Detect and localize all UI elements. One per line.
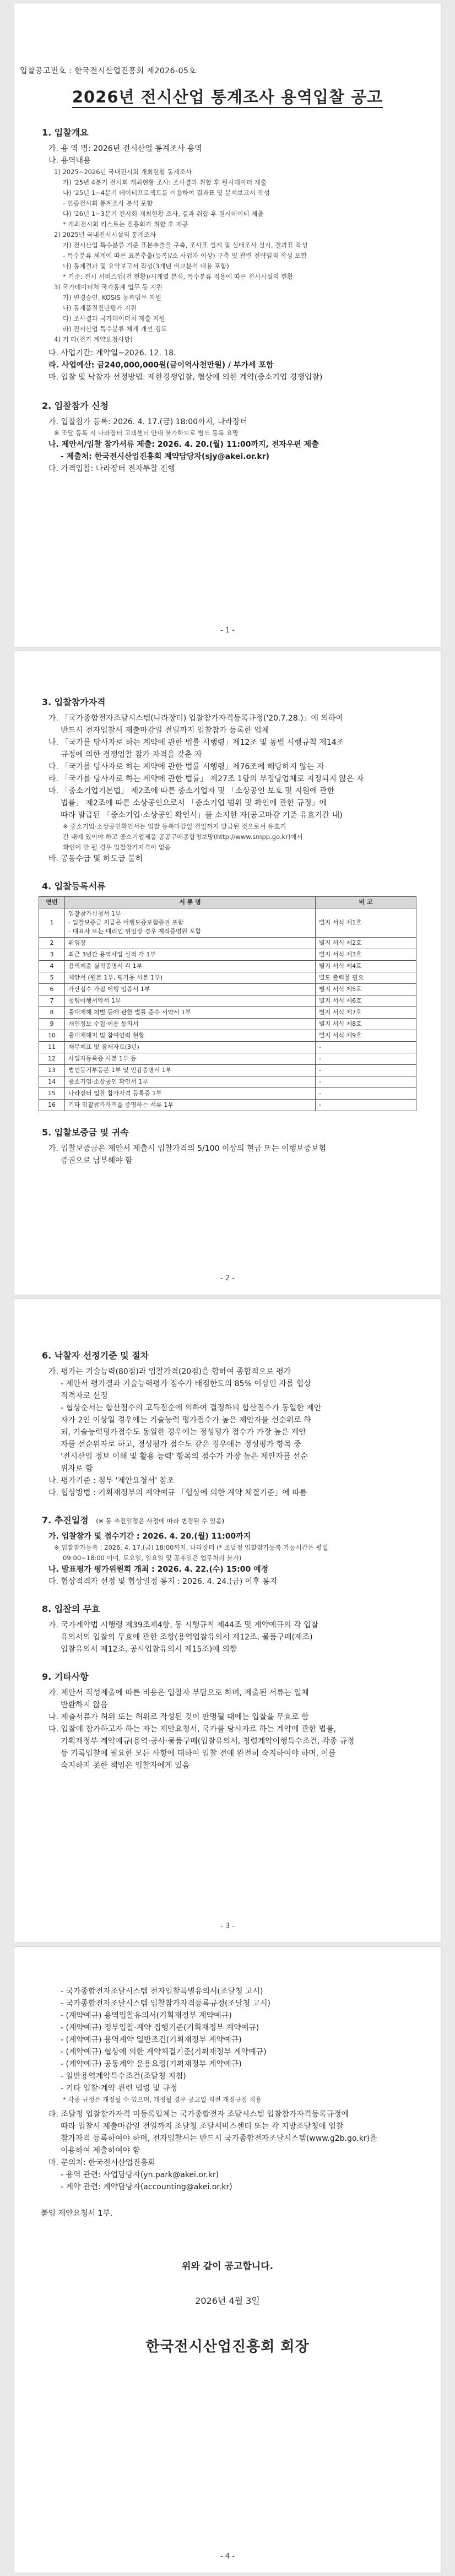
document-name: 중대재해지 및 참여인력 현황 (65, 1030, 316, 1042)
section2-heading: 2. 입찰참가 신청 (42, 401, 109, 411)
table-row (39, 984, 416, 995)
documents-table-body (39, 908, 416, 1111)
table-row (39, 938, 416, 949)
page-title: 2026년 전시산업 통계조사 용역입찰 공고 (72, 88, 383, 106)
document-note: 별도 출력물 필요 (316, 972, 416, 984)
page-number: - 1 - (220, 626, 235, 635)
page-4: - 국가종합전자조달시스템 전자입찰특별유의서(조달청 고시) - 국가종합전자조달시스템 입찰참가자격등록규정(조달청 고시) - (계약예규) 용역입찰유의서(기획재정부 계약예규) - (계약예규) 정부입찰·계약 집행기준(기획재정부 계약예규) - (계약예규) 용역계약 일반조건(기획재정부 계약예규) - (계약예규) 협상에 의한 계약체결기준(기획재정부 계약예규) - (계약예규) 공동계약 운용요령(기획재정부 계약예규) - 일반용역계약특수조건(조달청 지침) - 기타 입찰·계약 관련 법령 및 규정 * 각종 규정은 개정될 수 있으며, 개정될 경우 공고일 직전 개정규정 적용 라. 조달청 입찰참가자격 미등록업체는 국가종합전자 조달시스템 입찰참가자격등록규정에 따라 입찰서 제출마감일 전일까지 조달청 조달서비스센터 또는 각 지방조달청에 입찰 참가자격 등록하여야 하며, 전자입찰서는 반드시 국가종합전자조달시스템(www.g2b.go.kr)을 이용하여 제출하여야 함 마. 문의처: 한국전시산업진흥회 - 용역 관련: 사업담당자(yn.park@akei.or.kr) - 계약 관련: 계약담당자(accounting@akei.or.kr) 붙임 제안요청서 1부. 위와 같이 공고합니다. 2026년 4월 3일 한국전시산업진흥회 회장 - 4 - (14, 1947, 441, 2573)
page-1 (14, 3, 441, 647)
document-note: 별지 서식 제7호 (316, 1007, 416, 1019)
table-row (39, 1007, 416, 1019)
document-note: 별지 서식 제5호 (316, 984, 416, 995)
row-number: 5 (39, 972, 65, 984)
section7-na: 나. 발표평가 평가위원회 개최 : 2026. 4. 22.(수) 15:00 예정 (48, 1565, 269, 1574)
document-note: - (316, 1100, 416, 1111)
section7-ga: 가. 입찰참가 및 접수기간 : 2026. 4. 20.(월) 11:00까지 (48, 1532, 251, 1541)
announce-date: 2026년 4월 3일 (195, 2296, 260, 2306)
table-header-row: 연번 서 류 명 비 고 (39, 897, 416, 908)
table-row (39, 949, 416, 961)
section1-ma: 마. 입찰 및 낙찰자 선정방법: 제한경쟁입찰, 협상에 의한 계약(중소기업 경쟁입찰) (48, 373, 323, 382)
document-name: 제안서 (원본 1부, 평가용 사본 1부) (65, 972, 316, 984)
contact-heading: 마. 문의처: 한국전시산업진흥회 (48, 2158, 155, 2167)
documents-table (39, 896, 416, 1111)
document-note: - (316, 1088, 416, 1100)
document-note: 별지 서식 제3호 (316, 949, 416, 961)
document-note: 별지 서식 제4호 (316, 961, 416, 972)
row-number: 10 (39, 1030, 65, 1042)
row-number: 15 (39, 1088, 65, 1100)
row-number: 9 (39, 1019, 65, 1030)
section6-heading: 6. 낙찰자 선정기준 및 절차 (42, 1350, 149, 1361)
document-name: 재무제표 및 잠재자료(3년) (65, 1042, 316, 1053)
section5-heading: 5. 입찰보증금 및 귀속 (42, 1127, 129, 1138)
table-row (39, 1076, 416, 1088)
document-name: 용역제출 실적증명서 각 1부 (65, 961, 316, 972)
references-list: - 국가종합전자조달시스템 전자입찰특별유의서(조달청 고시) - 국가종합전자조달시스템 입찰참가자격등록규정(조달청 고시) - (계약예규) 용역입찰유의서(기획재정부 계약예규) - (계약예규) 정부입찰·계약 집행기준(기획재정부 계약예규) - (계약예규) 용역계약 일반조건(기획재정부 계약예규) - (계약예규) 협상에 의한 계약체결기준(기획재정부 계약예규) - (계약예규) 공동계약 운용요령(기획재정부 계약예규) - 일반용역계약특수조건(조달청 지침) - 기타 입찰·계약 관련 법령 및 규정 * 각종 규정은 개정될 수 있으며, 개정될 경우 공고일 직전 개정규정 적용 (61, 1987, 270, 2103)
row-number: 2 (39, 938, 65, 949)
section2-na-sub: - 제출처: 한국전시산업진흥회 계약담당자(sjy@akei.or.kr) (61, 452, 270, 461)
contact-contract: - 계약 관련: 계약담당자(accounting@akei.or.kr) (61, 2183, 232, 2191)
section8-heading: 8. 입찰의 무효 (42, 1604, 100, 1614)
page-number: - 3 - (220, 1922, 235, 1930)
section7-heading: 7. 추진일정 (※ 동 추진일정은 사정에 따라 변경될 수 있음) (42, 1515, 225, 1525)
document-note: 별지 서식 제9호 (316, 1030, 416, 1042)
signature: 한국전시산업진흥회 회장 (145, 2339, 310, 2355)
document-note: - (316, 1065, 416, 1076)
table-row (39, 961, 416, 972)
document-name: 법인등기부등본 1부 및 인감증명서 1부 (65, 1065, 316, 1076)
document-name: 중대재해 처벌 등에 관한 법률 준수 서약서 1부 (65, 1007, 316, 1019)
row-number: 12 (39, 1053, 65, 1065)
document-note: 별지 서식 제1호 (316, 908, 416, 938)
row-number: 11 (39, 1042, 65, 1053)
page-3: 6. 낙찰자 선정기준 및 절차 가. 평가는 기술능력(80점)과 입찰가격(20점)을 합하여 종합적으로 평가 - 제안서 평가결과 기술능력평가 점수가 배점한도의 85% 이상인 자를 협상 적격자로 선정 - 협상순서는 합산점수의 고득점순에 의하여 결정하되 합산점수가 동일한 제안 자가 2인 이상일 경우에는 기술능력 평가점수가 높은 제안자를 선순위로 하 되, 기술능력평가점수도 동일한 경우에는 정성평가 점수가 가장 높은 제안 자를 선순위자로 하고, 정성평가 점수도 같은 경우에는 정성평가 항목 중 '전시산업 정보 이해 및 활용 능력' 항목의 점수가 가장 높은 제안자를 선순 위자로 함 나. 평가기준 : 첨부 '제안요청서' 참조 다. 협상방법 : 기획재정부의 계약예규 「협상에 의한 계약 체결기준」에 따름 7. 추진일정 (※ 동 추진일정은 사정에 따라 변경될 수 있음) 가. 입찰참가 및 접수기간 : 2026. 4. 20.(월) 11:00까지 ※ 입찰참가등록 : 2026. 4. 17.(금) 18:00까지, 나라장터 (* 조달청 입찰참가등록 가능시간은 평일 09:00~18:00 이며, 토요일, 일요일 및 공휴일은 업무처리 불가) 나. 발표평가 평가위원회 개최 : 2026. 4. 22.(수) 15:00 예정 다. 협상적격자 선정 및 협상일정 통지 : 2026. 4. 24.(금) 이후 통지 8. 입찰의 무효 가. 국가계약법 시행령 제39조제4항, 동 시행규칙 제44조 및 계약예규의 각 입찰 유의서의 입찰의 무효에 관한 조항(용역입찰유의서 제12조, 물품구매(제조) 입찰유의서 제12조, 공사입찰유의서 제15조)에 의함 9. 기타사항 가. 제안서 작성제출에 따른 비용은 입찰자 부담으로 하며, 제출된 서류는 일체 반환하지 않음 나. 제출서류가 허위 또는 허위로 작성된 것이 판명될 때에는 입찰을 무효로 함 다. 입찰에 참가하고자 하는 자는 제안요청서, 국가를 당사자로 하는 계약에 관한 법률, 기획재정부 계약예규(용역·공사·물품구매(입찰유의서, 청렴계약이행특수조건, 각종 규정 등 기록입찰에 필요한 모든 사항에 대하여 입찰 전에 완전히 숙지하여야 하며, 이를 숙지하지 못한 책임은 입찰자에게 있음 - 3 - (14, 1299, 441, 1942)
document-name: 개인정보 수집·이용 동의서 (65, 1019, 316, 1030)
document-name: 사업자등록증 사본 1부 등 (65, 1053, 316, 1065)
document-name: 나라장터 입찰 참가자격 등록증 1부 (65, 1088, 316, 1100)
section3-heading: 3. 입찰참가자격 (42, 697, 106, 707)
page-number: - 2 - (220, 1274, 235, 1282)
section1-na: 나. 용역내용 (48, 156, 91, 165)
section1-heading: 1. 입찰개요 (42, 127, 89, 138)
row-number: 1 (39, 908, 65, 938)
row-number: 16 (39, 1100, 65, 1111)
closing-text: 위와 같이 공고합니다. (181, 2261, 274, 2272)
table-row (39, 995, 416, 1007)
section4-heading: 4. 입찰등록서류 (42, 881, 106, 891)
table-row (39, 972, 416, 984)
contact-service: - 용역 관련: 사업담당자(yn.park@akei.or.kr) (61, 2171, 219, 2179)
section1-ra: 라. 사업예산: 금240,000,000원(금이억사천만원) / 부가세 포함 (48, 361, 274, 370)
document-note: 별지 서식 제6호 (316, 995, 416, 1007)
document-note: 별지 서식 제2호 (316, 938, 416, 949)
section6-lines: 가. 평가는 기술능력(80점)과 입찰가격(20점)을 합하여 종합적으로 평가 - 제안서 평가결과 기술능력평가 점수가 배점한도의 85% 이상인 자를 협상 적격자로 선정 - 협상순서는 합산점수의 고득점순에 의하여 결정하되 합산점수가 동일한 제안 자가 2인 이상일 경우에는 기술능력 평가점수가 높은 제안자를 선순위로 하 되, 기술능력평가점수도 동일한 경우에는 정성평가 점수가 가장 높은 제안 자를 선순위자로 하고, 정성평가 점수도 같은 경우에는 정성평가 항목 중 '전시산업 정보 이해 및 활용 능력' 항목의 점수가 가장 높은 제안자를 선순 위자로 함 나. 평가기준 : 첨부 '제안요청서' 참조 다. 협상방법 : 기획재정부의 계약예규 「협상에 의한 계약 체결기준」에 따름 (48, 1367, 322, 1497)
document-name: 중소기업·소상공인 확인서 1부 (65, 1076, 316, 1088)
document-note: - (316, 1042, 416, 1053)
section1-da: 다. 사업기간: 계약일~2026. 12. 18. (48, 349, 176, 358)
page-2: 3. 입찰참가자격 가. 「국가종합전자조달시스템(나라장터) 입찰참가자격등록규정('20.7.28.)」에 의하여 반드시 전자입찰서 제출마감일 전일까지 입찰참가 등록한 업체 나. 「국가를 당사자로 하는 계약에 관한 법률 시행령」제12조 및 동법 시행규칙 제14조 규정에 의한 경쟁입찰 참가 자격을 갖춘 자 다. 「국가를 당사자로 하는 계약에 관한 법률 시행령」제76조에 해당하지 않는 자 라. 「국가를 당사자로 하는 계약에 관한 법률」 제27조 1항의 부정당업체로 지정되지 않은 자 마. 「중소기업기본법」 제2조에 따른 중소기업자 및 「소상공인 보호 및 지원에 관한 법률」 제2조에 따른 소상공인으로서 「중소기업 범위 및 확인에 관한 규정」에 따라 발급된 「중소기업·소상공인 확인서」를 소지한 자(공고마감 기준 유효기간 내) ※ 중소기업·소상공인확인서는 입찰 등록마감일 전일까지 발급된 것으로서 유효기 간 내에 있어야 하고 중소기업제품 공공구매종합정보망(http://www.smpp.go.kr)에서 확인이 안 될 경우 입찰참가자격이 없음 바. 공동수급 및 하도급 불허 4. 입찰등록서류 연번 서 류 명 비 고 1 입찰참가신청서 1부 - 입찰보증금 지급은 이행보증보험증권 포함 - 대표자 또는 대리인 위임장 경우 재직증명원 포함 별지 서식 제1호 2 위임장 별지 서식 제2호 3 최근 3년간 용역사업 실적 각 1부 별지 서식 제3호 4 용역제출 실적증명서 각 1부 별지 서식 제4호 5 제안서 (원본 1부, 평가용 사본 1부) 별도 출력물 필요 6 가산점수 가점 이행 입증서 1부 별지 서식 제5호 7 청렴이행서약서 1부 별지 서식 제6호 8 중대재해 처벌 등에 관한 법률 준수 서약서 1부 별지 서식 제7호 9 개인정보 수집·이용 동의서 별지 서식 제8호 10 중대재해지 및 참여인력 현황 별지 서식 제9호 11 재무제표 및 잠재자료(3년) - 12 사업자등록증 사본 1부 등 - 13 법인등기부등본 1부 및 인감증명서 1부 - 14 중소기업·소상공인 확인서 1부 - 15 나라장터 입찰 참가자격 등록증 1부 - 16 기타 입찰참가자격을 증명하는 서류 1부 - 5. 입찰보증금 및 귀속 가. 입찰보증금은 제안서 제출시 입찰가격의 5/100 이상의 현금 또는 이행보증보험 증권으로 납부해야 함 - 2 - (14, 651, 441, 1295)
row-number: 13 (39, 1065, 65, 1076)
attachment: 붙임 제안요청서 1부. (41, 2209, 113, 2218)
section1-lines: 1) 2025~2026년 국내전시회 개최현황 통계조사 가) '25년 4분기 전시회 개최현황 조사: 조사결과 취합 후 원시데이터 제출 나) '25년 1~4분기 데이터프로젝트를 이용하여 결과표 및 분석보고서 작성 - 인증전시회 통계조사 분석 포함 다) '26년 1~3분기 전시회 개최현황 조사, 결과 취합 후 원시데이터 제출 * 개최전시회 리스트는 진흥회가 취합 후 제공 2) 2025년 국내전시시설의 통계조사 가) 전시산업 특수분류 기준 표본추출을 구축, 조사표 설계 및 실태조사 실시, 결과표 작성 - 특수분류 체계에 따른 표본추출(등록)/소 사업자 이상) 구축 및 관련 전략임직 작성 포함 나) 통계결과 및 요약보고서 작성(3개년 비교분석 내용 포함) * 기준: 전시 서비스업(전 현황)/시계열 분석, 특수분류 적용에 따른 전시시설의 현황 3) 국가데이터처 국가통계 업무 등 지원 가) 변경승인, KOSIS 등록업무 지원 나) 통계품질진단평가 지원 다) 조사결과 국가데이터처 제출 지원 라) 전시산업 특수분류 체계 개선 검토 4) 기 타(전기 계약요청사항) (54, 168, 308, 343)
section9-heading: 9. 기타사항 (42, 1671, 89, 1682)
section7-note-heading: (※ 동 추진일정은 사정에 따라 변경될 수 있음) (96, 1517, 225, 1525)
row-number: 3 (39, 949, 65, 961)
table-row (39, 908, 416, 938)
document-name: 입찰참가신청서 1부 - 입찰보증금 지급은 이행보증보험증권 포함 - 대표자 또는 대리인 위임장 경우 재직증명원 포함 (65, 908, 316, 938)
table-row (39, 1088, 416, 1100)
document-name: 위임장 (65, 938, 316, 949)
table-row (39, 1042, 416, 1053)
section2-ga-note: ※ 조달 등록 시 나라장터 고객센터 안내 불가하므로 별도 등록 요망 (54, 429, 239, 437)
doc-number: 입찰공고번호 : 한국전시산업진흥회 제2026-05호 (20, 67, 197, 75)
document-note: 별지 서식 제8호 (316, 1019, 416, 1030)
section2-na: 나. 제안서/입찰 참가서류 제출: 2026. 4. 20.(월) 11:00까지, 전자우편 제출 (48, 440, 319, 449)
document-name: 청렴이행서약서 1부 (65, 995, 316, 1007)
row-number: 7 (39, 995, 65, 1007)
table-row (39, 1053, 416, 1065)
document-name: 가산점수 가점 이행 입증서 1부 (65, 984, 316, 995)
document-name: 최근 3년간 용역사업 실적 각 1부 (65, 949, 316, 961)
section7-da: 다. 협상적격자 선정 및 협상일정 통지 : 2026. 4. 24.(금) 이후 통지 (48, 1577, 278, 1586)
section3-lines: 가. 「국가종합전자조달시스템(나라장터) 입찰참가자격등록규정('20.7.28.)」에 의하여 반드시 전자입찰서 제출마감일 전일까지 입찰참가 등록한 업체 나. 「국가를 당사자로 하는 계약에 관한 법률 시행령」제12조 및 동법 시행규칙 제14조 규정에 의한 경쟁입찰 참가 자격을 갖춘 자 다. 「국가를 당사자로 하는 계약에 관한 법률 시행령」제76조에 해당하지 않는 자 라. 「국가를 당사자로 하는 계약에 관한 법률」 제27조 1항의 부정당업체로 지정되지 않은 자 마. 「중소기업기본법」 제2조에 따른 중소기업자 및 「소상공인 보호 및 지원에 관한 법률」 제2조에 따른 소상공인으로서 「중소기업 범위 및 확인에 관한 규정」에 따라 발급된 「중소기업·소상공인 확인서」를 소지한 자(공고마감 기준 유효기간 내) ※ 중소기업·소상공인확인서는 입찰 등록마감일 전일까지 발급된 것으로서 유효기 간 내에 있어야 하고 중소기업제품 공공구매종합정보망(http://www.smpp.go.kr)에서 확인이 안 될 경우 입찰참가자격이 없음 바. 공동수급 및 하도급 불허 (48, 714, 364, 863)
row-number: 8 (39, 1007, 65, 1019)
document-note: - (316, 1076, 416, 1088)
table-row (39, 1100, 416, 1111)
section2-da: 다. 가격입찰: 나라장터 전자투찰 진행 (48, 464, 175, 473)
section2-ga: 가. 입찰참가 등록: 2026. 4. 17.(금) 18:00까지, 나라장터 (48, 418, 248, 426)
document-note: - (316, 1053, 416, 1065)
document-name: 기타 입찰참가자격을 증명하는 서류 1부 (65, 1100, 316, 1111)
row-number: 4 (39, 961, 65, 972)
row-number: 6 (39, 984, 65, 995)
section1-ga: 가. 용 역 명: 2026년 전시산업 통계조사 용역 (48, 144, 202, 153)
page-number: - 4 - (220, 2552, 235, 2561)
row-number: 14 (39, 1076, 65, 1088)
table-row (39, 1030, 416, 1042)
table-row (39, 1019, 416, 1030)
table-row (39, 1065, 416, 1076)
